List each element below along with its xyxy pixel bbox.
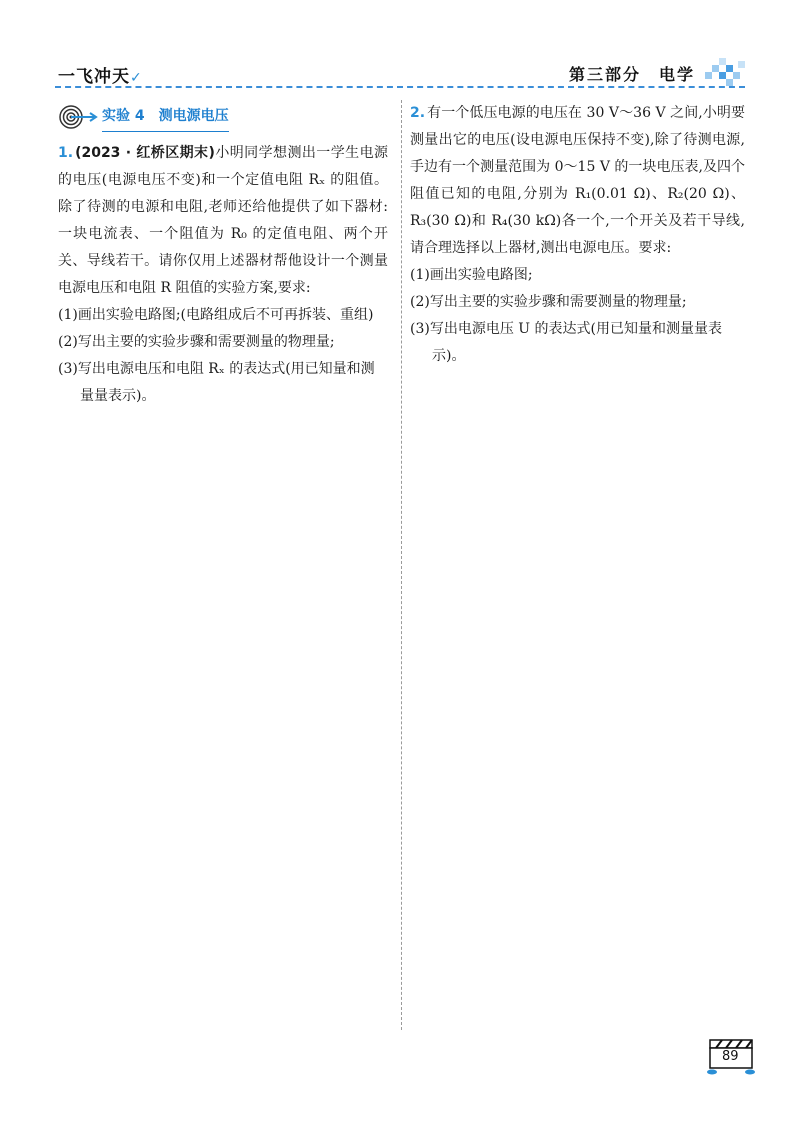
question-source: (2023 · 红桥区期末) xyxy=(75,145,215,161)
column-divider xyxy=(401,100,402,1030)
section-part: 第三部分 xyxy=(568,65,641,84)
page-number-badge xyxy=(700,1036,760,1080)
page-number: 89 xyxy=(722,1049,739,1064)
target-icon xyxy=(58,104,98,130)
question-number: 2. xyxy=(410,105,426,121)
brand-text: 一飞冲天 xyxy=(58,67,130,87)
page-header xyxy=(0,0,800,100)
question-1-part-3: (3)写出电源电压和电阻 Rₓ 的表达式(用已知量和测量量表示)。 xyxy=(58,361,375,404)
right-column xyxy=(410,100,745,370)
question-text: 有一个低压电源的电压在 30 V～36 V 之间,小明要测量出它的电压(设电源电压保持不变),除了待测电源,手边有一个测量范围为 0～15 V 的一块电压表,及四个阻值已知的电阻,分别为 R₁(0.01 Ω)、R₂(20 Ω)、R₃(30 Ω)和 R₄(30 kΩ)各一个,一个开关及若干导线,请合理选择以上器材,测出电源电压。要求: xyxy=(410,105,745,256)
question-2-part-1: (1)画出实验电路图; xyxy=(410,267,533,283)
section-subject: 电学 xyxy=(658,65,695,84)
brand-logo xyxy=(58,62,143,87)
question-2 xyxy=(410,100,745,262)
section-title xyxy=(569,62,695,85)
question-2-part-2: (2)写出主要的实验步骤和需要测量的物理量; xyxy=(410,294,687,310)
experiment-heading xyxy=(58,100,388,134)
header-divider xyxy=(55,86,745,88)
experiment-title: 实验 4 测电源电压 xyxy=(102,103,229,132)
question-1-part-1: (1)画出实验电路图;(电路组成后不可再拆装、重组) xyxy=(58,307,374,323)
left-column xyxy=(58,100,388,410)
question-2-part-3: (3)写出电源电压 U 的表达式(用已知量和测量量表示)。 xyxy=(410,321,722,364)
question-1 xyxy=(58,140,388,302)
checkered-decoration-icon xyxy=(705,58,745,86)
question-1-part-2: (2)写出主要的实验步骤和需要测量的物理量; xyxy=(58,334,335,350)
check-icon: ✓ xyxy=(130,70,143,86)
question-text: 小明同学想测出一学生电源的电压(电源电压不变)和一个定值电阻 Rₓ 的阻值。除了待测的电源和电阻,老师还给他提供了如下器材:一块电流表、一个阻值为 R₀ 的定值电阻、两个开关、导线若干。请你仅用上述器材帮他设计一个测量电源电压和电阻 R 阻值的实验方案,要求: xyxy=(58,145,389,296)
question-number: 1. xyxy=(58,145,74,161)
